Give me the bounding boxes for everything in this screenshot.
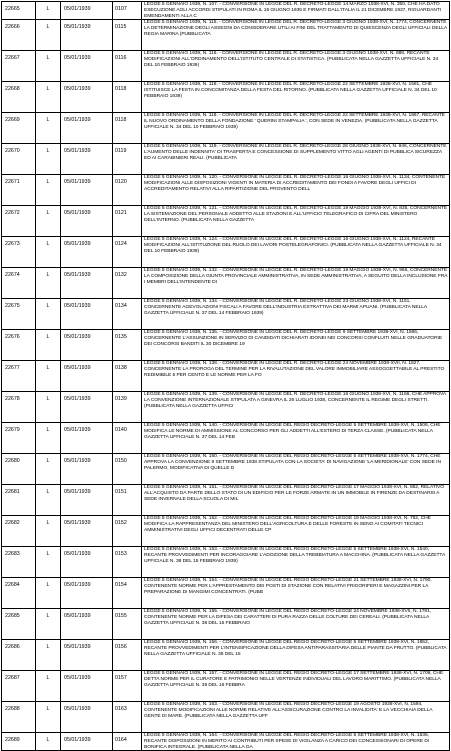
- table-row: [2, 2, 450, 20]
- row-description: [142, 299, 450, 330]
- row-description: [142, 454, 450, 485]
- table-row: [2, 516, 450, 547]
- row-id: 22682: [2, 516, 36, 547]
- row-description-text: LEGGE 5 GENNAIO 1939, N. 152. - CONVERSIONE IN LEGGE DEL REGIO DECRETO-LEGGE 19 MAGGIO 1938-XVI, N. 762, CHE MODIFICA LA RAPPRESENTANZA DEL MINISTERO DELL'AGRICOLTURA E DELLE FORESTE IN SENO AI COMITATI TECNICI AMMINISTRATIVI DEGLI UFFICI DECENTRATI DELLE CP: [144, 516, 431, 534]
- row-type: L: [36, 20, 61, 51]
- row-type: L: [36, 609, 61, 640]
- row-date: 05/01/1939: [61, 454, 113, 485]
- row-description-text: LEGGE 5 GENNAIO 1939, N. 115. - CONVERSIONE IN LEGGE DEL R. DECRETO-LEGGE 3 GIUGNO 1938-XVI, N. 1774, CONCERNENTE LA DETERMINAZIONE DEGLI ASSEGNI DA CONSIDERARE UTILI AI FINI DEL TRATTAMENTO DI QUIESCENZA DEGLI UFFICIALI DELLA REGIA MARINA (PUBBLICATA: [144, 20, 447, 38]
- row-id: 22676: [2, 330, 36, 361]
- row-description: [142, 578, 450, 609]
- row-number: 0164: [113, 733, 142, 751]
- row-date: 05/01/1939: [61, 578, 113, 609]
- row-type: L: [36, 702, 61, 733]
- row-type: L: [36, 578, 61, 609]
- row-type: L: [36, 671, 61, 702]
- row-type: L: [36, 299, 61, 330]
- row-id: 22672: [2, 206, 36, 237]
- row-date: 05/01/1939: [61, 361, 113, 392]
- table-row: [2, 454, 450, 485]
- row-date: 05/01/1939: [61, 733, 113, 751]
- row-description: [142, 733, 450, 751]
- row-description-text: LEGGE 5 GENNAIO 1939, N. 119. - CONVERSIONE IN LEGGE DEL R. DECRETO-LEGGE 28 GIUGNO 1938-XVI, N. 946, CONCERNENTE L'AUMENTO DELLE INDENNITA' DI TRASFERTA E CONCESSIONE DI SUPPLEMENTO VITTO AGLI AGENTI DI PUBBLICA SICUREZZA ED AI CARABINIERI REALI. (PUBBLICATA: [144, 144, 447, 162]
- row-date: 05/01/1939: [61, 330, 113, 361]
- row-number: 0154: [113, 578, 142, 609]
- row-type: L: [36, 392, 61, 423]
- row-type: L: [36, 82, 61, 113]
- row-date: 05/01/1939: [61, 268, 113, 299]
- row-id: 22686: [2, 640, 36, 671]
- table-row: [2, 702, 450, 733]
- row-description-text: LEGGE 5 GENNAIO 1939, N. 139. - CONVERSIONE IN LEGGE DEL R. DECRETO-LEGGE 16 GIUGNO 1938-XVI, N. 1166, CHE APPROVA LA CONVENZIONE INTERNAZIONALE STIPULATA A GINEVRA IL 26 LUGLIO 1938, CONCERNENTE IL REGIME DEGLI STRETTI. (PUBBLICATA NELLA GAZZETTA UFFICI: [144, 392, 446, 410]
- row-number: 0120: [113, 175, 142, 206]
- row-id: 22667: [2, 51, 36, 82]
- row-type: L: [36, 268, 61, 299]
- row-type: L: [36, 547, 61, 578]
- row-id: 22689: [2, 733, 36, 751]
- row-description-text: LEGGE 5 GENNAIO 1939, N. 154. - CONVERSIONE IN LEGGE DEL REGIO DECRETO-LEGGE 21 SETTEMBRE 1938-XVI, N. 1790, CONTENENTE NORME PER L'APPRESTAMENTO DEI POSTI DI STAZIONE CON RELATIVI FRIGORIFERI E MAGAZZINI PER LA PREPARAZIONE DI MANGIMI CONCENTRATI. (PUBB: [144, 578, 432, 596]
- row-description: [142, 20, 450, 51]
- row-description: [142, 144, 450, 175]
- table-row: [2, 423, 450, 454]
- table-row: [2, 671, 450, 702]
- row-description-text: LEGGE 5 GENNAIO 1939, N. 140. - CONVERSIONE IN LEGGE DEL REGIO DECRETO-LEGGE 5 SETTEMBRE 1938-XVI, N. 1506, CHE MODIFICA LE NORME DI AMMISSIONE AL CONCORSO PER GLI ADDETTI ALL'ESTERO DI TERZA CLASSE. (PUBBLICATA NELLA GAZZETTA UFFICIALE N. 37 DEL 14 FEB: [144, 423, 441, 441]
- row-description-text: LEGGE 5 GENNAIO 1939, N. 157. - CONVERSIONE IN LEGGE DEL REGIO DECRETO-LEGGE 17 SETTEMBRE 1938-XVI, N. 1709, CHE DETTA NORME PER IL CURATORE E PATRIMONIO NELLE VERTENZE INDIVIDUALI DEL LAVORO MARITTIMO. (PUBBLICATA NELLA GAZZETTA UFFICIALE N. 39 DEL 16 FEBBRA: [144, 671, 444, 689]
- row-description: [142, 175, 450, 206]
- row-number: 0157: [113, 671, 142, 702]
- row-date: 05/01/1939: [61, 237, 113, 268]
- row-date: 05/01/1939: [61, 20, 113, 51]
- row-date: 05/01/1939: [61, 640, 113, 671]
- row-description-text: LEGGE 5 GENNAIO 1939, N. 151. - CONVERSIONE IN LEGGE DEL REGIO DECRETO-LEGGE 17 MAGGIO 1938-XVI, N. 852, RELATIVO ALL'ACQUISTO DA PARTE DELLO STATO DI UN EDIFICIO PER LE FORZE ARMATE IN UN IMMOBILE IN FIRENZE DA DESTINARSI A SEDE INVERNALE DELLA SCUOLA DI MIL: [144, 485, 445, 503]
- row-description: [142, 237, 450, 268]
- table-row: [2, 51, 450, 82]
- row-id: 22674: [2, 268, 36, 299]
- row-description: [142, 516, 450, 547]
- row-description: [142, 2, 450, 20]
- row-description: [142, 702, 450, 733]
- laws-table: [1, 1, 450, 751]
- row-id: 22671: [2, 175, 36, 206]
- row-id: 22683: [2, 547, 36, 578]
- row-description-text: LEGGE 5 GENNAIO 1939, N. 120. - CONVERSIONE IN LEGGE DEL R. DECRETO-LEGGE 16 GIUGNO 1938-XVI, N. 1134, CONTENENTE MODIFICAZIONI ALLE DISPOSIZIONI VIGENTI IN MATERIA DI ACCREDITAMENTO DEI FONDI A FAVORE DEGLI UFFICI DI ACCREDITAMENTO RELATIVI ALLA RIPARTIZIONE DEL PROVENTO DELL: [144, 175, 446, 193]
- row-number: 0140: [113, 423, 142, 454]
- row-id: 22666: [2, 20, 36, 51]
- row-id: 22675: [2, 299, 36, 330]
- row-description: [142, 361, 450, 392]
- row-id: 22685: [2, 609, 36, 640]
- row-number: 0155: [113, 609, 142, 640]
- row-description-text: LEGGE 5 GENNAIO 1939, N. 132. - CONVERSIONE IN LEGGE DEL R. DECRETO-LEGGE 19 MAGGIO 1938-XVI, N. 965, CONCERNENTE LA COMPOSIZIONE DELLA GIUNTA PROVINCIALE AMMINISTRATIVA, IN SEDE AMMINISTRATIVA, A SEGUITO DELLA INCLUSIONE FRA I MEMBRI DELL'INTENDENTE DI: [144, 268, 448, 286]
- table-row: [2, 206, 450, 237]
- table-row: [2, 640, 450, 671]
- row-type: L: [36, 206, 61, 237]
- row-type: L: [36, 2, 61, 20]
- row-description: [142, 640, 450, 671]
- row-number: 0118: [113, 82, 142, 113]
- row-date: 05/01/1939: [61, 144, 113, 175]
- row-number: 0163: [113, 702, 142, 733]
- row-description-text: LEGGE 5 GENNAIO 1939, N. 164. - CONVERSIONE IN LEGGE DEL REGIO DECRETO-LEGGE 5 SETTEMBRE 1938-XVI, N. 1536, RECANTE DISPOSIZIONI IN MERITO AI CONTRIBUTI PER SPESE DI VIGILANZA A CARICO DEI CONCESSIONARI DI OPERE DI BONIFICA INTEGRALE. (PUBBLICATA NELLA GA: [144, 733, 430, 750]
- row-type: L: [36, 361, 61, 392]
- row-description: [142, 671, 450, 702]
- row-type: L: [36, 113, 61, 144]
- row-number: 0135: [113, 330, 142, 361]
- row-date: 05/01/1939: [61, 609, 113, 640]
- row-description: [142, 268, 450, 299]
- row-number: 0153: [113, 547, 142, 578]
- row-id: 22684: [2, 578, 36, 609]
- row-date: 05/01/1939: [61, 299, 113, 330]
- table-row: [2, 485, 450, 516]
- row-id: 22665: [2, 2, 36, 20]
- row-type: L: [36, 330, 61, 361]
- table-row: [2, 82, 450, 113]
- table-row: [2, 609, 450, 640]
- row-description: [142, 206, 450, 237]
- table-row: [2, 20, 450, 51]
- table-row: [2, 547, 450, 578]
- row-id: 22680: [2, 454, 36, 485]
- row-description-text: LEGGE 5 GENNAIO 1939, N. 118. - CONVERSIONE IN LEGGE DEL R. DECRETO-LEGGE 22 SETTEMBRE 1938-XVI, N. 1867, RECANTE IL NUOVO ORDINAMENTO DELLA FONDAZIONE ' QUERINI STAMPALIA ', CON SEDE IN VENEZIA. (PUBBLICATA NELLA GAZZETTA UFFICIALE N. 34 DEL 10 FEBBRAIO 1939): [144, 113, 445, 131]
- row-date: 05/01/1939: [61, 516, 113, 547]
- table-row: [2, 237, 450, 268]
- row-description-text: LEGGE 5 GENNAIO 1939, N. 153. - CONVERSIONE IN LEGGE DEL REGIO DECRETO-LEGGE 5 SETTEMBRE 1938-XVI, N. 1540, RECANTE PROVVEDIMENTI PER INCORAGGIARE L'ADOZIONE DELLA TREBBIATURA A MACCHINA. (PUBBLICATA NELLA GAZZETTA UFFICIALE N. 38 DEL 15 FEBBRAIO 1939): [144, 547, 445, 565]
- row-number: 0119: [113, 144, 142, 175]
- row-type: L: [36, 485, 61, 516]
- row-number: 0115: [113, 20, 142, 51]
- row-number: 0156: [113, 640, 142, 671]
- table-row: [2, 299, 450, 330]
- row-description-text: LEGGE 5 GENNAIO 1939, N. 150. - CONVERSIONE IN LEGGE DEL REGIO DECRETO-LEGGE 5 SETTEMBRE 1938-XVI, N. 1774, CHE APPROVA LA CONVENZIONE 9 SETTEMBRE 1938 STIPULATA CON LA SOCIETA' DI NAVIGAZIONE 'LA MERIDIONALE' CON SEDE IN PALERMO, MODIFICATIVA DI QUELLE D: [144, 454, 441, 472]
- row-description-text: LEGGE 5 GENNAIO 1939, N. 121. - CONVERSIONE IN LEGGE DEL R. DECRETO-LEGGE 19 MAGGIO 1938-XVI, N. 835, CONCERNENTE LA SISTEMAZIONE DEL PERSONALE ADDETTO ALLE STAZIONI E ALL'UFFICIO TELEGRAFICO DI CIFRA DEL MINISTERO DELL'INTERNO. (PUBBLICATA NELLA GAZZETTA: [144, 206, 448, 224]
- row-type: L: [36, 423, 61, 454]
- row-date: 05/01/1939: [61, 702, 113, 733]
- row-id: 22688: [2, 702, 36, 733]
- row-type: L: [36, 733, 61, 751]
- row-id: 22677: [2, 361, 36, 392]
- row-date: 05/01/1939: [61, 113, 113, 144]
- row-date: 05/01/1939: [61, 82, 113, 113]
- table-row: [2, 113, 450, 144]
- row-description: [142, 113, 450, 144]
- row-description-text: LEGGE 5 GENNAIO 1939, N. 155. - CONVERSIONE IN LEGGE DEL REGIO DECRETO-LEGGE 24 NOVEMBRE 1938-XVII, N. 1781, CONTENENTE NORME PER LA DIFESA DEI CARATTERI DI PURA RAZZA DELLE COLTURE DEI CEREALI. (PUBBLICATA NELLA GAZZETTA UFFICIALE N. 38 DEL 15 FEBBRAIO: [144, 609, 432, 627]
- row-type: L: [36, 237, 61, 268]
- row-id: 22668: [2, 82, 36, 113]
- row-number: 0121: [113, 206, 142, 237]
- row-id: 22687: [2, 671, 36, 702]
- row-description: [142, 609, 450, 640]
- row-date: 05/01/1939: [61, 2, 113, 20]
- table-row: [2, 733, 450, 751]
- row-type: L: [36, 51, 61, 82]
- row-description-text: LEGGE 5 GENNAIO 1939, N. 116. - CONVERSIONE IN LEGGE DEL R. DECRETO-LEGGE 3 GIUGNO 1938-XVI, N. 888, RECANTE MODIFICAZIONI ALL'ORDINAMENTO DELL'ISTITUTO CENTRALE DI STATISTICA. (PUBBLICATA NELLA GAZZETTA UFFICIALE N. 34 DEL 10 FEBBRAIO 1939): [144, 51, 439, 69]
- row-description: [142, 485, 450, 516]
- row-description: [142, 51, 450, 82]
- row-description-text: LEGGE 5 GENNAIO 1939, N. 135. - CONVERSIONE IN LEGGE DEL R. DECRETO-LEGGE 9 SETTEMBRE 1938-XVI, N. 1596, CONCERNENTE L'ASSUNZIONE IN SERVIZIO DI CANDIDATI DICHIARATI IDONEI NEI CONCORSI CONFLUITI NELLE GRADUATORIE DEI CONCORSI BANDITI IL 30 DICEMBRE 19: [144, 330, 443, 348]
- row-description-text: LEGGE 5 GENNAIO 1939, N. 156. - CONVERSIONE IN LEGGE DEL REGIO DECRETO-LEGGE 5 SETTEMBRE 1938-XVI, N. 1852, RECANTE PROVVEDIMENTI PER L'INTENSIFICAZIONE DELLA DIFESA ANTIPARASSITARIA DELLE PIANTE DA FRUTTO. (PUBBLICATA NELLA GAZZETTA UFFICIALE N. 38 DEL 15: [144, 640, 447, 658]
- row-description-text: LEGGE 5 GENNAIO 1939, N. 107. - CONVERSIONE IN LEGGE DEL R. DECRETO-LEGGE 14 MARZO 1938-XVI, N. 350, CHE HA DATO ESECUZIONE AGLI ACCORDI STIPULATI IN ROMA IL 15 GIUGNO 1935 E FIRMATI DALL'ITALIA IL 21 DICEMBRE 1937, RIGUARDANTI EMENDAMENTI ALLA C: [144, 2, 442, 19]
- row-number: 0151: [113, 485, 142, 516]
- table-row: [2, 268, 450, 299]
- row-number: 0134: [113, 299, 142, 330]
- row-id: 22678: [2, 392, 36, 423]
- row-date: 05/01/1939: [61, 175, 113, 206]
- row-number: 0124: [113, 237, 142, 268]
- row-date: 05/01/1939: [61, 392, 113, 423]
- row-id: 22679: [2, 423, 36, 454]
- table-row: [2, 175, 450, 206]
- row-type: L: [36, 516, 61, 547]
- table-row: [2, 578, 450, 609]
- table-row: [2, 144, 450, 175]
- row-type: L: [36, 640, 61, 671]
- row-date: 05/01/1939: [61, 51, 113, 82]
- row-date: 05/01/1939: [61, 206, 113, 237]
- row-date: 05/01/1939: [61, 547, 113, 578]
- row-number: 0150: [113, 454, 142, 485]
- table-row: [2, 330, 450, 361]
- row-date: 05/01/1939: [61, 485, 113, 516]
- row-description: [142, 82, 450, 113]
- row-description: [142, 423, 450, 454]
- row-number: 0132: [113, 268, 142, 299]
- row-id: 22669: [2, 113, 36, 144]
- row-description-text: LEGGE 5 GENNAIO 1939, N. 118. - CONVERSIONE IN LEGGE DEL R. DECRETO-LEGGE 22 SETTEMBRE 1938-XVI, N. 1581, CHE ISTITUISCE LA FESTA IN CONCOMITANZA DELLA FESTA DEL RITORNO. (PUBBLICATA NELLA GAZZETTA UFFICIALE N. 34 DEL 10 FEBBRAIO 1939): [144, 82, 437, 100]
- row-date: 05/01/1939: [61, 423, 113, 454]
- row-type: L: [36, 175, 61, 206]
- row-date: 05/01/1939: [61, 671, 113, 702]
- row-number: 0107: [113, 2, 142, 20]
- row-description-text: LEGGE 5 GENNAIO 1939, N. 163. - CONVERSIONE IN LEGGE DEL REGIO DECRETO-LEGGE 19 AGOSTO 1938-XVI, N. 1594, CONTENENTE MODIFICAZIONI ALLE NORME RELATIVE ALL'ASSICURAZIONE CONTRO LA INVALIDITA' E LA VECCHIAIA DELLA GENTE DI MARE. (PUBBLICATA NELLA GAZZETTA UFF: [144, 702, 433, 720]
- row-description: [142, 392, 450, 423]
- laws-table-body: [2, 2, 450, 751]
- row-id: 22673: [2, 237, 36, 268]
- row-description-text: LEGGE 5 GENNAIO 1939, N. 124. - CONVERSIONE IN LEGGE DEL R. DECRETO-LEGGE 16 GIUGNO 1938-XVI, N. 1124, RECANTE MODIFICAZIONI ALL'ISTITUZIONE DEL RUOLO DEI LAVORI POSTELEGRAFONICI. (PUBBLICATA NELLA GAZZETTA UFFICIALE N. 34 DEL 10 FEBBRAIO 1939): [144, 237, 442, 255]
- row-number: 0139: [113, 392, 142, 423]
- row-number: 0138: [113, 361, 142, 392]
- table-row: [2, 361, 450, 392]
- row-id: 22681: [2, 485, 36, 516]
- row-description: [142, 547, 450, 578]
- table-row: [2, 392, 450, 423]
- row-type: L: [36, 144, 61, 175]
- row-type: L: [36, 454, 61, 485]
- row-description-text: LEGGE 5 GENNAIO 1939, N. 134. - CONVERSIONE IN LEGGE DEL R. DECRETO-LEGGE 23 GIUGNO 1938-XVI, N. 1151, CONCERNENTE AGEVOLAZIONI FISCALI A FAVORE DELL'INDUSTRIA ESTRATTIVA DEI MARMI APUANI. (PUBBLICATA NELLA GAZZETTA UFFICIALE N. 37 DEL 14 FEBBRAIO 1939): [144, 299, 427, 317]
- row-number: 0116: [113, 51, 142, 82]
- row-description: [142, 330, 450, 361]
- row-description-text: LEGGE 5 GENNAIO 1939, N. 138. - CONVERSIONE IN LEGGE DEL R. DECRETO-LEGGE 24 NOVEMBRE 1938-XVII, N. 1827, CONCERNENTE LA PROROGA DEL TERMINE PER LA RIVALUTAZIONE DEL VALORE IMMOBILIARE ASSOGGETTABILE AL PRESTITO REDIMIBILE 5 PER CENTO E LE NORME PER LA FO: [144, 361, 445, 379]
- row-number: 0152: [113, 516, 142, 547]
- row-number: 0118: [113, 113, 142, 144]
- row-id: 22670: [2, 144, 36, 175]
